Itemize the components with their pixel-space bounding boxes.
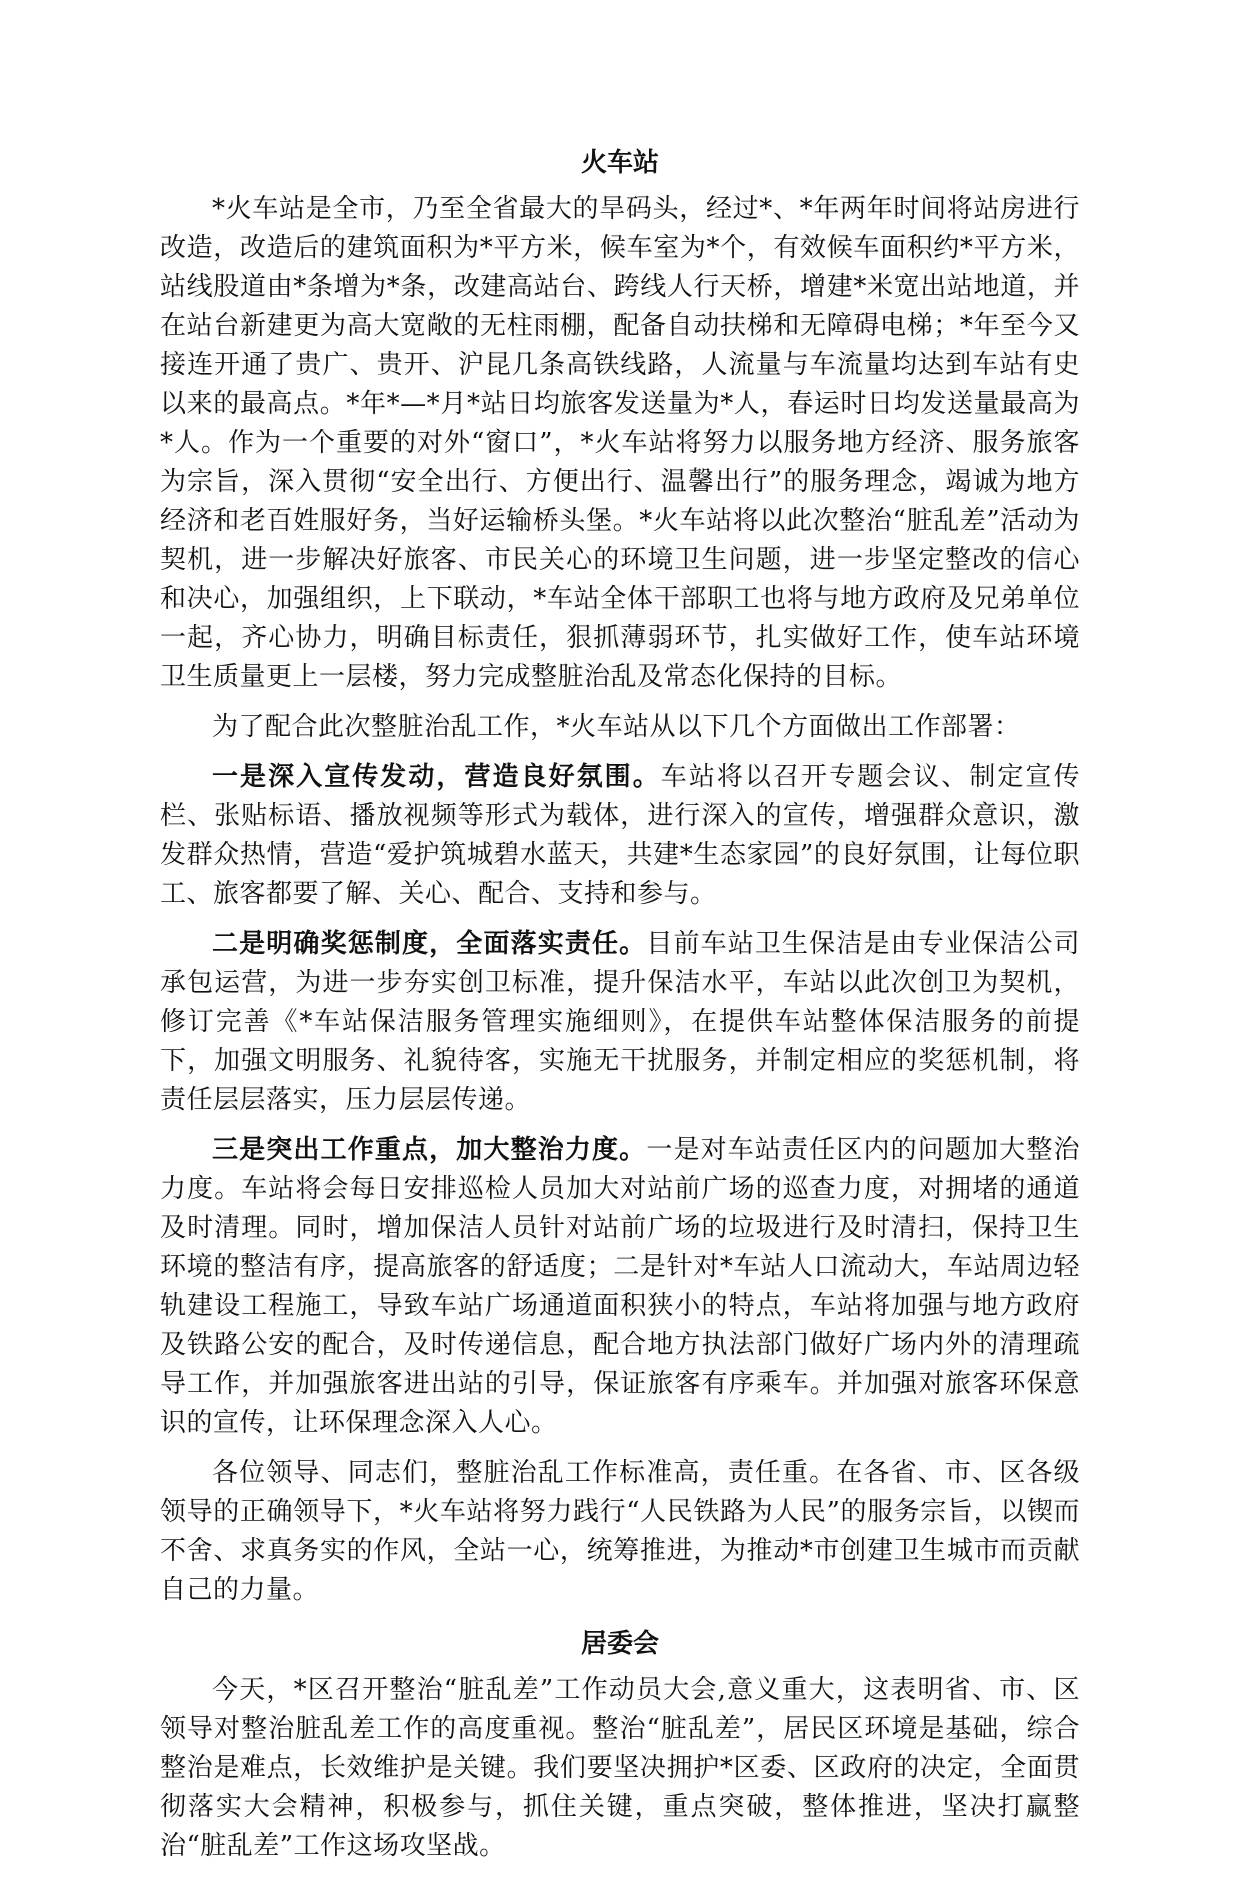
section-residents-committee bbox=[160, 1621, 1080, 1866]
paragraph-lead: 二是明确奖惩制度，全面落实责任。 bbox=[212, 929, 647, 959]
section-railway-station bbox=[160, 140, 1080, 1610]
document-page bbox=[160, 140, 1080, 1877]
paragraph bbox=[160, 190, 1080, 697]
paragraph-text: 目前车站卫生保洁是由专业保洁公司承包运营，为进一步夯实创卫标准，提升保洁水平，车站以此次创卫为契机，修订完善《*车站保洁服务管理实施细则》，在提供车站整体保洁服务的前提下，加强文明服务、礼貌待客，实施无干扰服务，并制定相应的奖惩机制，将责任层层落实，压力层层传递。 bbox=[160, 929, 1080, 1115]
paragraph-text: 各位领导、同志们，整脏治乱工作标准高，责任重。在各省、市、区各级领导的正确领导下，*火车站将努力践行“人民铁路为人民”的服务宗旨，以锲而不舍、求真务实的作风，全站一心，统筹推进，为推动*市创建卫生城市而贡献自己的力量。 bbox=[160, 1458, 1080, 1605]
paragraph-lead: 三是突出工作重点，加大整治力度。 bbox=[212, 1135, 647, 1165]
paragraph bbox=[160, 1131, 1080, 1443]
paragraph-text: 一是对车站责任区内的问题加大整治力度。车站将会每日安排巡检人员加大对站前广场的巡查力度，对拥堵的通道及时清理。同时，增加保洁人员针对站前广场的垃圾进行及时清扫，保持卫生环境的整洁有序，提高旅客的舒适度；二是针对*车站人口流动大，车站周边轻轨建设工程施工，导致车站广场通道面积狭小的特点，车站将加强与地方政府及铁路公安的配合，及时传递信息，配合地方执法部门做好广场内外的清理疏导工作，并加强旅客进出站的引导，保证旅客有序乘车。并加强对旅客环保意识的宣传，让环保理念深入人心。 bbox=[160, 1135, 1080, 1438]
paragraph-text: 车站将以召开专题会议、制定宣传栏、张贴标语、播放视频等形式为载体，进行深入的宣传，增强群众意识，激发群众热情，营造“爱护筑城碧水蓝天，共建*生态家园”的良好氛围，让每位职工、旅客都要了解、关心、配合、支持和参与。 bbox=[160, 762, 1080, 909]
paragraph-lead: 一是深入宣传发动，营造良好氛围。 bbox=[212, 762, 661, 792]
paragraph bbox=[160, 925, 1080, 1120]
paragraph bbox=[160, 1454, 1080, 1610]
paragraph bbox=[160, 758, 1080, 914]
paragraph bbox=[160, 708, 1080, 747]
section-title: 居委会 bbox=[580, 1629, 659, 1659]
paragraph-text: 今天，*区召开整治“脏乱差”工作动员大会,意义重大，这表明省、市、区领导对整治脏乱差工作的高度重视。整治“脏乱差”，居民区环境是基础，综合整治是难点，长效维护是关键。我们要坚决拥护*区委、区政府的决定，全面贯彻落实大会精神，积极参与，抓住关键，重点突破，整体推进，坚决打赢整治“脏乱差”工作这场攻坚战。 bbox=[160, 1675, 1080, 1861]
paragraph bbox=[160, 1671, 1080, 1866]
paragraph-text: 为了配合此次整脏治乱工作，*火车站从以下几个方面做出工作部署： bbox=[212, 712, 1021, 742]
section-title: 火车站 bbox=[580, 148, 659, 178]
paragraph-text: *火车站是全市，乃至全省最大的旱码头，经过*、*年两年时间将站房进行改造，改造后的建筑面积为*平方米，候车室为*个，有效候车面积约*平方米，站线股道由*条增为*条，改建高站台、跨线人行天桥，增建*米宽出站地道，并在站台新建更为高大宽敞的无柱雨棚，配备自动扶梯和无障碍电梯；*年至今又接连开通了贵广、贵开、沪昆几条高铁线路，人流量与车流量均达到车站有史以来的最高点。*年*—*月*站日均旅客发送量为*人，春运时日均发送量最高为*人。作为一个重要的对外“窗口”，*火车站将努力以服务地方经济、服务旅客为宗旨，深入贯彻“安全出行、方便出行、温馨出行”的服务理念，竭诚为地方经济和老百姓服好务，当好运输桥头堡。*火车站将以此次整治“脏乱差”活动为契机，进一步解决好旅客、市民关心的环境卫生问题，进一步坚定整改的信心和决心，加强组织，上下联动，*车站全体干部职工也将与地方政府及兄弟单位一起，齐心协力，明确目标责任，狠抓薄弱环节，扎实做好工作，使车站环境卫生质量更上一层楼，努力完成整脏治乱及常态化保持的目标。 bbox=[160, 194, 1080, 692]
